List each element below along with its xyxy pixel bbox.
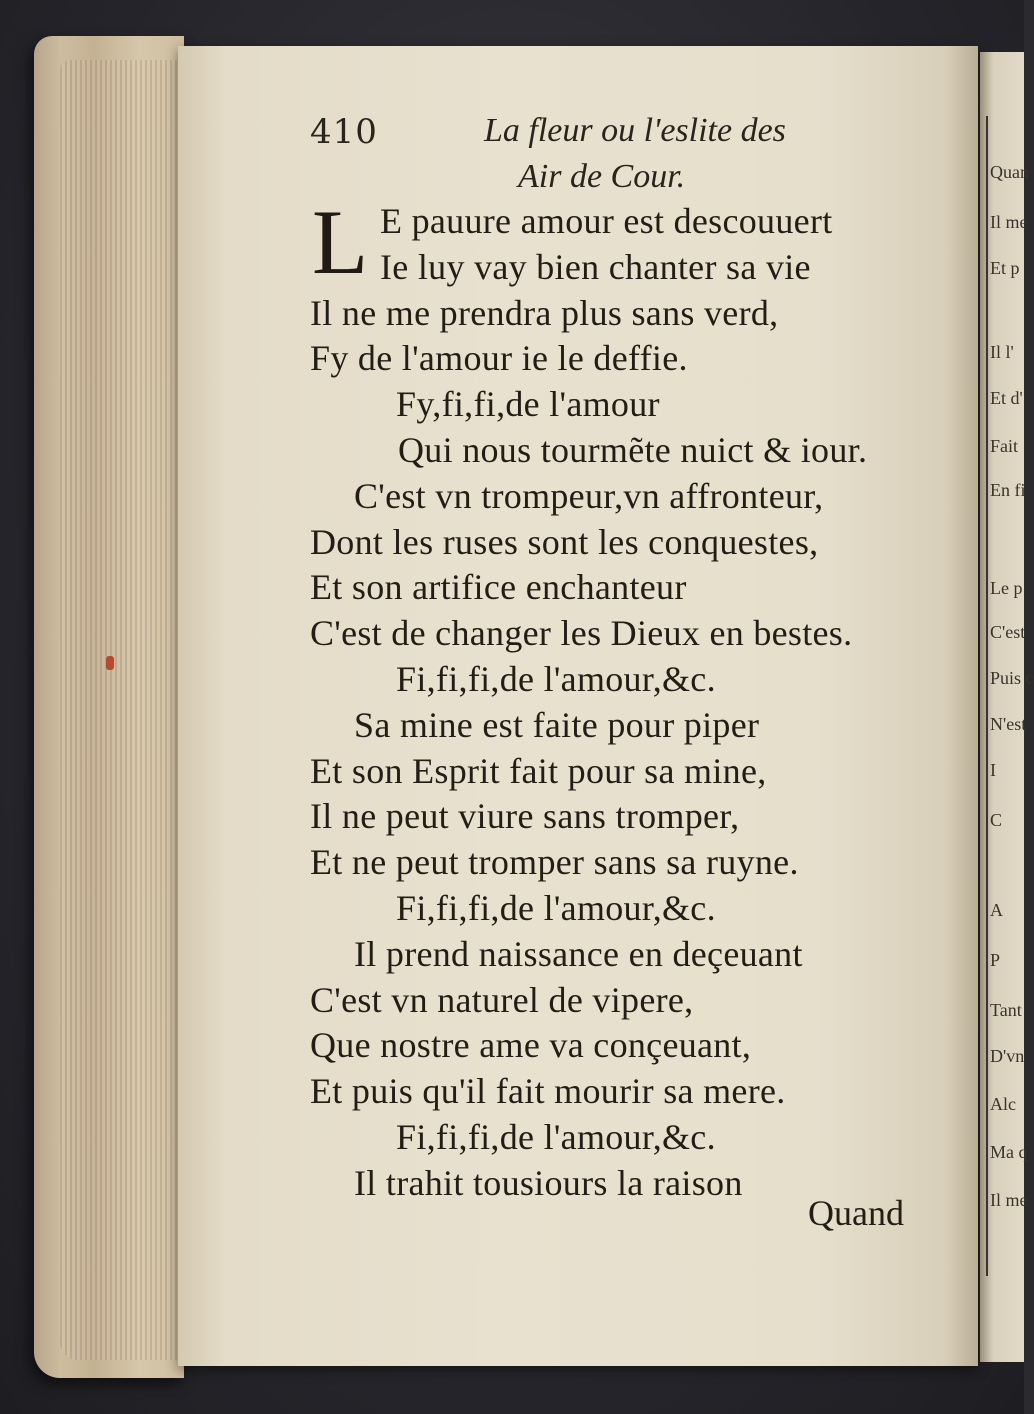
catchword: Quand	[808, 1193, 904, 1233]
verse-line: Dont les ruses sont les conquestes,	[310, 521, 819, 562]
facing-fragment: A	[990, 900, 1003, 920]
facing-fragment: P	[990, 950, 1001, 970]
verse-line: Il ne me prendra plus sans verd,	[310, 292, 779, 333]
facing-page-rule	[986, 116, 988, 1276]
facing-fragment: Le p	[990, 578, 1023, 598]
facing-fragment: Quan	[990, 162, 1029, 182]
verse-line: C'est vn naturel de vipere,	[310, 979, 694, 1020]
facing-fragment: Puis c	[990, 668, 1034, 688]
song-title: Air de Cour.	[518, 158, 686, 195]
verse-line: Fy de l'amour ie le deffie.	[310, 338, 688, 379]
drop-cap: L	[312, 191, 369, 293]
verse-line: Fy,fi,fi,de l'amour	[396, 384, 660, 425]
facing-fragment: Il me	[990, 1190, 1028, 1210]
verse-line: Il trahit tousiours la raison	[354, 1162, 743, 1203]
facing-fragment: C'est	[990, 622, 1026, 642]
facing-fragment: Ma q	[990, 1142, 1028, 1162]
verse-line: Qui nous tourmẽte nuict & iour.	[398, 430, 868, 470]
verse-line: Ie luy vay bien chanter sa vie	[380, 246, 811, 287]
facing-fragment: Et p	[990, 258, 1020, 278]
facing-fragment: N'est	[990, 714, 1027, 734]
facing-fragment: Il l'	[990, 342, 1014, 362]
verse-line: E pauure amour est descouuert	[380, 201, 833, 241]
verse-line: Et son artifice enchanteur	[310, 567, 687, 608]
verse-line: Que nostre ame va conçeuant,	[310, 1025, 752, 1066]
verse-line: C'est vn trompeur,vn affronteur,	[354, 475, 824, 516]
verse-line: Fi,fi,fi,de l'amour,&c.	[396, 659, 716, 699]
verse-line: Il ne peut viure sans tromper,	[310, 796, 740, 837]
facing-fragment: C	[990, 810, 1003, 830]
facing-fragment: Et d'	[990, 388, 1023, 408]
verse-line: Fi,fi,fi,de l'amour,&c.	[396, 888, 716, 928]
verse-line: C'est de changer les Dieux en bestes.	[310, 613, 853, 654]
verse-line: Et puis qu'il fait mourir sa mere.	[310, 1071, 786, 1112]
facing-fragment: D'vn	[990, 1046, 1025, 1066]
facing-fragment: Il me	[990, 212, 1028, 232]
page-edges	[60, 60, 180, 1360]
verse-line: Fi,fi,fi,de l'amour,&c.	[396, 1117, 716, 1157]
facing-page	[980, 52, 1034, 1362]
facing-fragment: Tant	[990, 1000, 1022, 1020]
facing-fragment: I	[990, 760, 996, 780]
facing-fragment: En fi	[990, 480, 1026, 500]
facing-fragment: Alc	[990, 1094, 1016, 1114]
verse-line: Sa mine est faite pour piper	[354, 704, 760, 745]
verse-line: Et ne peut tromper sans sa ruyne.	[310, 842, 799, 883]
verse-line: Il prend naissance en deçeuant	[354, 933, 803, 974]
red-stain	[106, 656, 114, 670]
verse-line: Et son Esprit fait pour sa mine,	[310, 750, 767, 791]
page-number: 410	[310, 112, 378, 152]
running-head: La fleur ou l'eslite des	[484, 112, 786, 149]
facing-fragment: Fait	[990, 436, 1019, 456]
